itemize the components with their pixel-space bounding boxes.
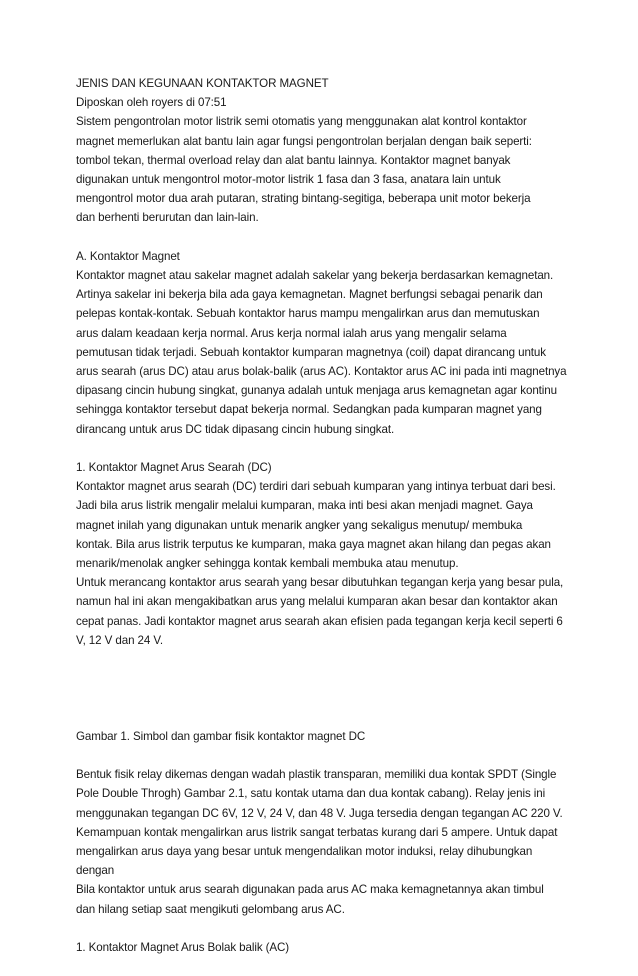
text-line: Sistem pengontrolan motor listrik semi otomatis yang menggunakan alat kontrol kontaktor (76, 115, 527, 129)
text-line: dirancang untuk arus DC tidak dipasang cincin hubung singkat. (76, 422, 395, 436)
intro-paragraph (76, 112, 576, 227)
text-line: Kontaktor magnet arus searah (DC) terdiri dari sebuah kumparan yang intinya terbuat dari besi. (76, 480, 556, 494)
text-line: cepat panas. Jadi kontaktor magnet arus searah akan efisien pada tegangan kerja kecil seperti 6 (76, 614, 563, 628)
text-line: arus dalam keadaan kerja normal. Arus kerja normal ialah arus yang mengalir selama (76, 326, 507, 340)
text-line: Jadi bila arus listrik mengalir melalui kumparan, maka inti besi akan menjadi magnet. Gaya (76, 499, 533, 513)
text-line: dan hilang setiap saat mengikuti gelombang arus AC. (76, 902, 345, 916)
relay-paragraph (76, 765, 576, 919)
text-line: Artinya sakelar ini bekerja bila ada gaya kemagnetan. Magnet berfungsi sebagai penarik dan (76, 288, 543, 302)
text-line: mengalirkan arus daya yang besar untuk mengendalikan motor induksi, relay dihubungkan (76, 845, 533, 859)
text-line: kontak. Bila arus listrik terputus ke kumparan, maka gaya magnet akan hilang dan pegas akan (76, 537, 551, 551)
text-line: Kemampuan kontak mengalirkan arus listrik sangat terbatas kurang dari 5 ampere. Untuk dapat (76, 825, 558, 839)
paragraph-gap (76, 919, 576, 938)
document-body (76, 74, 576, 957)
text-line: Kontaktor magnet atau sakelar magnet adalah sakelar yang bekerja berdasarkan kemagnetan. (76, 269, 554, 283)
paragraph-gap (76, 746, 576, 765)
text-line: namun hal ini akan mengakibatkan arus yang melalui kumparan akan besar dan kontaktor akan (76, 595, 558, 609)
text-line: Bila kontaktor untuk arus searah digunakan pada arus AC maka kemagnetannya akan timbul (76, 883, 544, 897)
text-line: Untuk merancang kontaktor arus searah yang besar dibutuhkan tegangan kerja yang besar pula, (76, 576, 564, 590)
section-heading: 1. Kontaktor Magnet Arus Searah (DC) (76, 461, 272, 475)
section-1-paragraph (76, 477, 576, 650)
text-line: menggunakan tegangan DC 6V, 12 V, 24 V, dan 48 V. Juga tersedia dengan tegangan AC 220 V. (76, 806, 563, 820)
text-line: Bentuk fisik relay dikemas dengan wadah plastik transparan, memiliki dua kontak SPDT (Single (76, 768, 557, 782)
text-line: dan berhenti berurutan dan lain-lain. (76, 211, 259, 225)
text-line: mengontrol motor dua arah putaran, strating bintang-segitiga, beberapa unit motor bekerja (76, 192, 531, 206)
text-line: magnet inilah yang digunakan untuk menarik angker yang sekaligus menutup/ membuka (76, 518, 523, 532)
text-line: magnet memerlukan alat bantu lain agar fungsi pengontrolan berjalan dengan baik seperti: (76, 134, 532, 148)
text-line: sehingga kontaktor tersebut dapat bekerja normal. Sedangkan pada kumparan magnet yang (76, 403, 542, 417)
section-a-paragraph (76, 266, 576, 439)
section-heading: A. Kontaktor Magnet (76, 249, 180, 263)
document-title: JENIS DAN KEGUNAAN KONTAKTOR MAGNET (76, 77, 329, 90)
paragraph-gap (76, 439, 576, 458)
text-line: tombol tekan, thermal overload relay dan alat bantu lainnya. Kontaktor magnet banyak (76, 153, 511, 167)
text-line: dengan (76, 864, 115, 878)
text-line: arus searah (arus DC) atau arus bolak-balik (arus AC). Kontaktor arus AC ini pada inti magnetnya (76, 365, 567, 379)
figure-caption: Gambar 1. Simbol dan gambar fisik kontaktor magnet DC (76, 729, 366, 743)
text-line: pelepas kontak-kontak. Sebuah kontaktor harus mampu mengalirkan arus dan memutuskan (76, 307, 540, 321)
text-line: menarik/menolak angker sehingga kontak kembali membuka atau menutup. (76, 557, 459, 571)
text-line: dipasang cincin hubung singkat, gunanya adalah untuk menjaga arus kemagnetan agar kontinu (76, 384, 557, 398)
post-byline: Diposkan oleh royers di 07:51 (76, 96, 227, 110)
text-line: V, 12 V dan 24 V. (76, 633, 164, 647)
text-line: pemutusan tidak terjadi. Sebuah kontaktor kumparan magnetnya (coil) dapat dirancang untuk (76, 345, 546, 359)
section-heading: 1. Kontaktor Magnet Arus Bolak balik (AC) (76, 941, 290, 955)
text-line: digunakan untuk mengontrol motor-motor listrik 1 fasa dan 3 fasa, anatara lain untuk (76, 173, 501, 187)
text-line: Pole Double Throgh) Gambar 2.1, satu kontak utama dan dua kontak cabang). Relay jenis ini (76, 787, 546, 801)
paragraph-gap (76, 228, 576, 247)
figure-placeholder (76, 650, 576, 727)
